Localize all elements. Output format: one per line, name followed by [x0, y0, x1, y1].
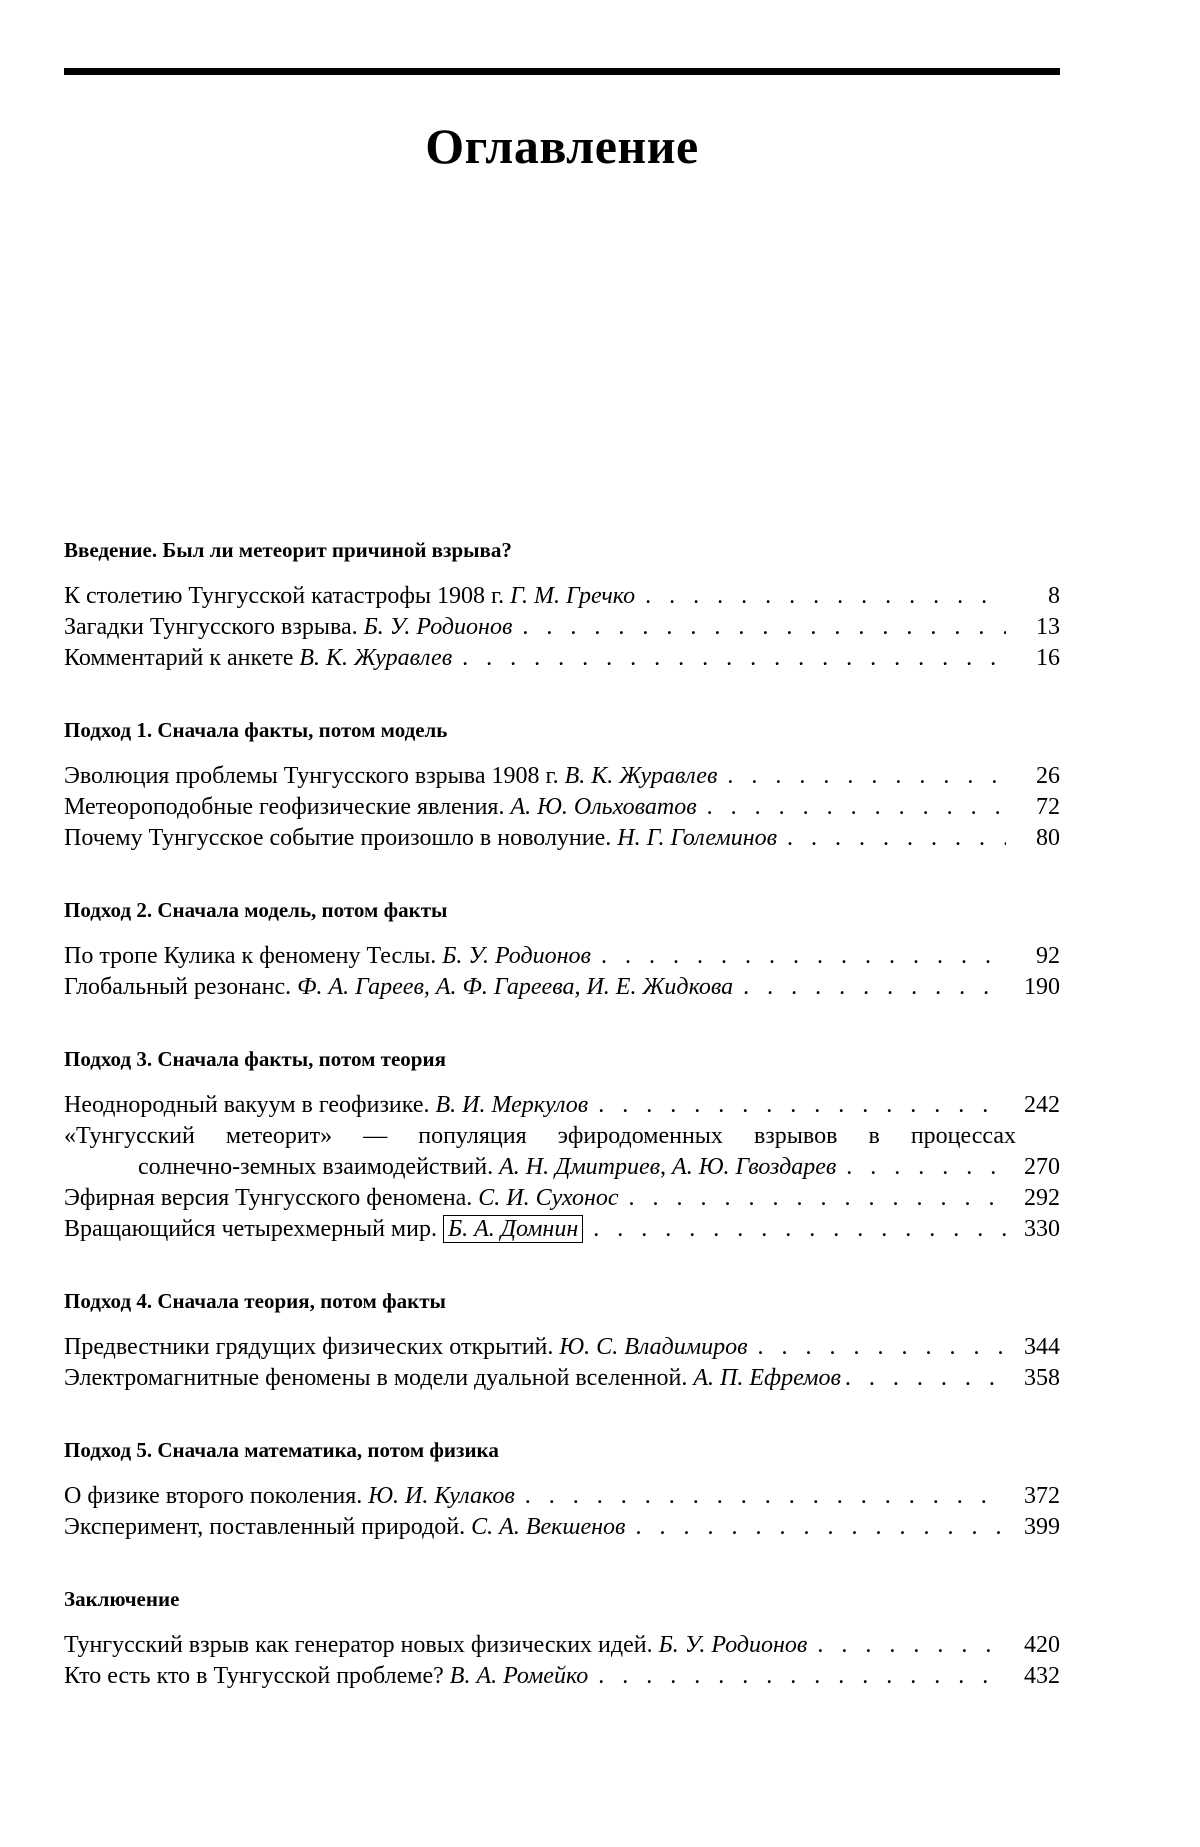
- entry-text: [64, 761, 717, 792]
- entry-page: 242: [1024, 1092, 1060, 1118]
- entry-title: Почему Тунгусское событие произошло в новолуние.: [64, 825, 612, 851]
- entry-author: А. Н. Дмитриев, А. Ю. Гвоздарев: [499, 1154, 837, 1180]
- entry-page: 292: [1024, 1185, 1060, 1211]
- entry-title: Тунгусский взрыв как генератор новых физических идей.: [64, 1632, 653, 1658]
- entry-text: [138, 1152, 836, 1183]
- entry-author: Г. М. Гречко: [510, 583, 636, 609]
- entry-author: А. П. Ефремов: [693, 1365, 841, 1391]
- toc-entry[interactable]: [64, 1512, 1060, 1543]
- dot-leader: [707, 792, 1006, 823]
- entry-page: 270: [1024, 1154, 1060, 1180]
- entry-title: Глобальный резонанс.: [64, 974, 292, 1000]
- dot-leader: [743, 972, 1006, 1003]
- entry-text: [64, 1332, 747, 1363]
- entry-author: С. А. Векшенов: [471, 1514, 626, 1540]
- table-of-contents: [64, 538, 1060, 1736]
- entry-title: К столетию Тунгусской катастрофы 1908 г.: [64, 583, 505, 609]
- section-heading: Подход 1. Сначала факты, потом модель: [64, 718, 448, 742]
- entry-text: [64, 972, 733, 1003]
- dot-leader: [757, 1332, 1006, 1363]
- entry-author: В. А. Ромейко: [449, 1663, 589, 1689]
- toc-entry-multiline[interactable]: [64, 1121, 1060, 1183]
- entry-page: 358: [1024, 1365, 1060, 1391]
- toc-entry[interactable]: [64, 1481, 1060, 1512]
- entry-page: 8: [1048, 583, 1060, 609]
- dot-leader: [462, 643, 1006, 674]
- entry-title: Кто есть кто в Тунгусской проблеме?: [64, 1663, 444, 1689]
- entry-title: Эфирная версия Тунгусского феномена.: [64, 1185, 473, 1211]
- entry-title: Вращающийся четырехмерный мир.: [64, 1216, 437, 1242]
- entry-title: Предвестники грядущих физических открытий.: [64, 1334, 554, 1360]
- entry-text: [64, 1512, 625, 1543]
- section-heading: Подход 5. Сначала математика, потом физика: [64, 1438, 499, 1462]
- entry-title: Метеороподобные геофизические явления.: [64, 794, 505, 820]
- section-heading: Подход 3. Сначала факты, потом теория: [64, 1047, 446, 1071]
- toc-entry[interactable]: [64, 823, 1060, 854]
- entry-text: [64, 1661, 588, 1692]
- toc-entry[interactable]: [64, 1183, 1060, 1214]
- entry-text: [64, 1183, 619, 1214]
- entry-page: 190: [1024, 974, 1060, 1000]
- dot-leader: [635, 1512, 1006, 1543]
- section-heading: Заключение: [64, 1587, 180, 1611]
- entry-author: В. К. Журавлев: [564, 763, 718, 789]
- entry-page: 92: [1036, 943, 1060, 969]
- entry-page: 399: [1024, 1514, 1060, 1540]
- entry-text: [64, 581, 635, 612]
- dot-leader: [846, 1152, 1006, 1183]
- toc-entry[interactable]: [64, 1363, 1060, 1394]
- toc-entry[interactable]: [64, 1090, 1060, 1121]
- entry-text: [64, 643, 452, 674]
- entry-wrap: [64, 1121, 1060, 1183]
- section-heading: Введение. Был ли метеорит причиной взрыва?: [64, 538, 512, 562]
- entry-author: В. И. Меркулов: [435, 1092, 589, 1118]
- section-heading: Подход 2. Сначала модель, потом факты: [64, 898, 448, 922]
- toc-section: [64, 538, 1060, 674]
- dot-leader: [601, 941, 1006, 972]
- entry-title-line1: «Тунгусский метеорит» — популяция эфиродоменных взрывов в процессах: [64, 1123, 1016, 1149]
- entry-title: Комментарий к анкете: [64, 645, 294, 671]
- toc-entry[interactable]: [64, 612, 1060, 643]
- entry-page: 26: [1036, 763, 1060, 789]
- entry-page: 344: [1024, 1334, 1060, 1360]
- dot-leader: [645, 581, 1006, 612]
- toc-entry[interactable]: [64, 941, 1060, 972]
- toc-entry[interactable]: [64, 581, 1060, 612]
- entry-text: [64, 823, 777, 854]
- toc-section: [64, 718, 1060, 854]
- dot-leader: [522, 612, 1006, 643]
- dot-leader: [845, 1363, 1012, 1394]
- entry-page: 80: [1036, 825, 1060, 851]
- entry-title: Эксперимент, поставленный природой.: [64, 1514, 466, 1540]
- entry-page: 72: [1036, 794, 1060, 820]
- entry-text: [64, 1630, 807, 1661]
- entry-text: [64, 792, 697, 823]
- entry-title-line2: солнечно-земных взаимодействий.: [138, 1154, 494, 1180]
- entry-page: 372: [1024, 1483, 1060, 1509]
- entry-title: Загадки Тунгусского взрыва.: [64, 614, 358, 640]
- dot-leader: [598, 1090, 1006, 1121]
- toc-section: [64, 1438, 1060, 1543]
- entry-title: По тропе Кулика к феномену Теслы.: [64, 943, 437, 969]
- toc-entry[interactable]: [64, 972, 1060, 1003]
- toc-entry[interactable]: [64, 1630, 1060, 1661]
- entry-text: [64, 1363, 841, 1394]
- entry-author: Б. У. Родионов: [442, 943, 591, 969]
- toc-section: [64, 898, 1060, 1003]
- entry-title: О физике второго поколения.: [64, 1483, 363, 1509]
- entry-author: В. К. Журавлев: [299, 645, 453, 671]
- entry-text: [64, 941, 591, 972]
- entry-author: Б. У. Родионов: [658, 1632, 808, 1658]
- dot-leader: [787, 823, 1006, 854]
- entry-title: Электромагнитные феномены в модели дуальной вселенной.: [64, 1365, 688, 1391]
- entry-author: Б. У. Родионов: [363, 614, 513, 640]
- entry-page: 432: [1024, 1663, 1060, 1689]
- entry-page: 420: [1024, 1632, 1060, 1658]
- entry-author: Н. Г. Големинов: [617, 825, 778, 851]
- entry-text: [64, 1214, 583, 1245]
- dot-leader: [727, 761, 1006, 792]
- toc-entry[interactable]: [64, 1332, 1060, 1363]
- section-heading: Подход 4. Сначала теория, потом факты: [64, 1289, 446, 1313]
- entry-author: А. Ю. Ольховатов: [510, 794, 697, 820]
- entry-page: 13: [1036, 614, 1060, 640]
- entry-author: Ю. С. Владимиров: [559, 1334, 748, 1360]
- dot-leader: [525, 1481, 1006, 1512]
- dot-leader: [817, 1630, 1006, 1661]
- entry-title: Неоднородный вакуум в геофизике.: [64, 1092, 430, 1118]
- dot-leader: [629, 1183, 1006, 1214]
- toc-section: [64, 1587, 1060, 1692]
- toc-section: [64, 1047, 1060, 1245]
- dot-leader: [593, 1214, 1006, 1245]
- page-title: Оглавление: [425, 118, 699, 174]
- top-rule: [64, 68, 1060, 75]
- entry-text: [64, 612, 512, 643]
- entry-page: 330: [1024, 1216, 1060, 1242]
- entry-author: С. И. Сухонос: [478, 1185, 619, 1211]
- entry-author: Ф. А. Гареев, А. Ф. Гареева, И. Е. Жидкова: [297, 974, 734, 1000]
- entry-second-line: [64, 1152, 1060, 1183]
- entry-text: [64, 1090, 588, 1121]
- toc-section: [64, 1289, 1060, 1394]
- entry-page: 16: [1036, 645, 1060, 671]
- dot-leader: [598, 1661, 1006, 1692]
- toc-entry[interactable]: [64, 761, 1060, 792]
- entry-author-boxed: Б. А. Домнин: [443, 1215, 583, 1243]
- toc-entry[interactable]: [64, 1214, 1060, 1245]
- entry-text: [64, 1481, 515, 1512]
- toc-entry[interactable]: [64, 792, 1060, 823]
- toc-page: [64, 68, 1060, 175]
- toc-entry[interactable]: [64, 1661, 1060, 1692]
- entry-author: Ю. И. Кулаков: [368, 1483, 515, 1509]
- entry-title: Эволюция проблемы Тунгусского взрыва 1908 г.: [64, 763, 559, 789]
- toc-entry[interactable]: [64, 643, 1060, 674]
